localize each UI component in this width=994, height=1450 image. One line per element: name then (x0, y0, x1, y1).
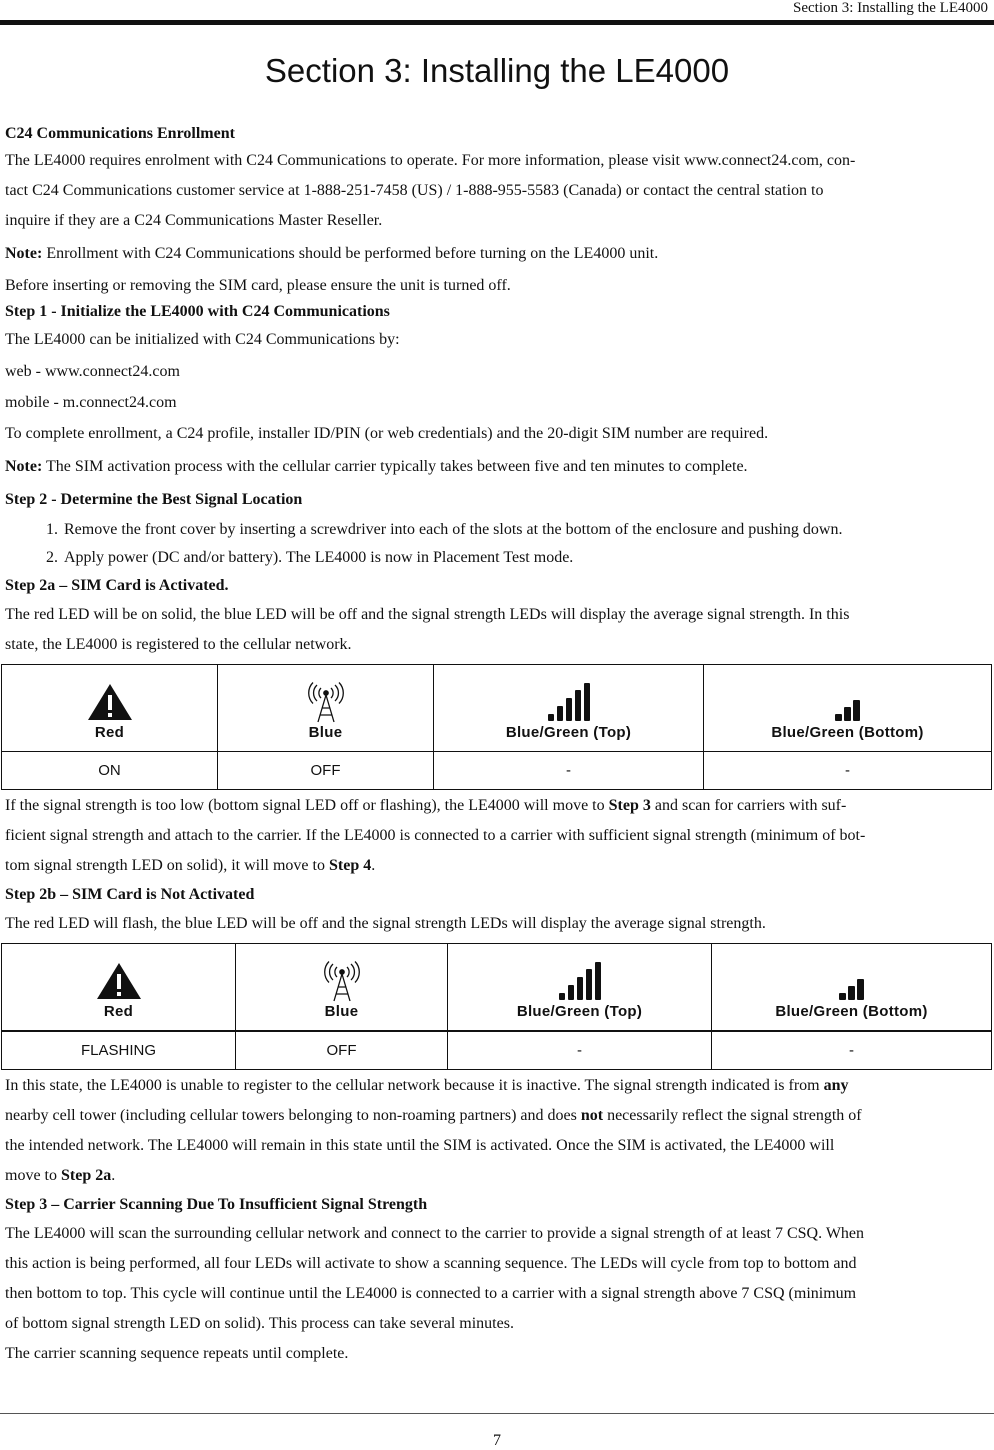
step1-note: Note: The SIM activation process with the cellular carrier typically takes between five and ten minutes to complete. (5, 458, 748, 475)
table-header-cell: Blue/Green (Top) (448, 944, 712, 1032)
table-cell: - (448, 1031, 712, 1070)
step3-closing: The carrier scanning sequence repeats until complete. (5, 1345, 349, 1362)
table-cell: - (704, 752, 992, 790)
enrollment-heading: C24 Communications Enrollment (5, 125, 235, 142)
footer-rule (0, 1413, 994, 1414)
warning-icon (2, 682, 217, 724)
table-cell: ON (2, 752, 218, 790)
list-item: 2. Apply power (DC and/or battery). The LE4000 is now in Placement Test mode. (62, 544, 989, 572)
table-cell: FLASHING (2, 1031, 236, 1070)
table-cell: OFF (218, 752, 434, 790)
step2b-heading: Step 2b – SIM Card is Not Activated (5, 886, 255, 903)
step2b-paragraph: The red LED will flash, the blue LED will be off and the signal strength LEDs will display the average signal strength. (5, 915, 766, 932)
running-header: Section 3: Installing the LE4000 (793, 0, 988, 16)
table-cell: - (712, 1031, 992, 1070)
table-header-cell: Blue/Green (Top) (434, 665, 704, 752)
table-header-cell: Red (2, 665, 218, 752)
table-header-cell: Blue (236, 944, 448, 1032)
step1-mobile: mobile - m.connect24.com (5, 394, 177, 411)
step3-paragraph: The LE4000 will scan the surrounding cellular network and connect to the carrier to provide a signal strength of at least 7 CSQ. When this action is being performed, all four LEDs will activate to show a scanning sequence. The LEDs will cycle from top to bottom and then bottom to top. This cycle will continue until the LE4000 is connected to a carrier with a signal strength above 7 CSQ (minimum of bottom signal strength LED on solid). This process can take several minutes. (5, 1225, 865, 1332)
sim-warning: Before inserting or removing the SIM card, please ensure the unit is turned off. (5, 277, 511, 294)
led-table-not-activated (1, 943, 992, 1070)
signal-bars-high-icon (434, 682, 703, 724)
step1-intro: The LE4000 can be initialized with C24 Communications by: (5, 331, 400, 348)
list-item: 1. Remove the front cover by inserting a screwdriver into each of the slots at the bottom of the enclosure and pushing down. (62, 516, 989, 544)
table-header-cell: Blue (218, 665, 434, 752)
enrollment-note: Note: Enrollment with C24 Communications should be performed before turning on the LE4000 unit. (5, 245, 659, 262)
step1-complete: To complete enrollment, a C24 profile, installer ID/PIN (or web credentials) and the 20-digit SIM number are required. (5, 425, 769, 442)
enrollment-paragraph: The LE4000 requires enrolment with C24 Communications to operate. For more information, please visit www.connect24.com, con- tact C24 Communications customer service at 1-888-251-7458 (US) / 1-888-955-5583 (Canada) or contact the central station to inquire if they are a C24 Communications Master Reseller. (5, 152, 856, 229)
warning-icon (2, 961, 235, 1003)
cell-tower-icon (218, 682, 433, 724)
led-table-activated (1, 664, 992, 790)
table-header-cell: Red (2, 944, 236, 1032)
step2-heading: Step 2 - Determine the Best Signal Location (5, 491, 303, 508)
step1-web: web - www.connect24.com (5, 363, 180, 380)
step2-list (5, 516, 989, 572)
step2a-paragraph: The red LED will be on solid, the blue LED will be off and the signal strength LEDs will display the average signal strength. In this state, the LE4000 is registered to the cellular network. (5, 606, 850, 653)
table-header-cell: Blue/Green (Bottom) (704, 665, 992, 752)
table-header-cell: Blue/Green (Bottom) (712, 944, 992, 1032)
step2a-heading: Step 2a – SIM Card is Activated. (5, 577, 229, 594)
signal-bars-low-icon (712, 961, 991, 1003)
step2a-after-paragraph: If the signal strength is too low (bottom signal LED off or flashing), the LE4000 will move to Step 3 and scan for carriers with suf- ficient signal strength and attach to the carrier. If the LE4000 is connected to a carrier with sufficient signal strength (minimum of bot- tom signal strength LED on solid), it will move to Step 4. (5, 797, 866, 874)
page-content (5, 122, 989, 1369)
header-rule (0, 20, 994, 25)
page-title: Section 3: Installing the LE4000 (264, 52, 730, 89)
table-cell: OFF (236, 1031, 448, 1070)
page-number: 7 (493, 1432, 501, 1449)
signal-bars-low-icon (704, 682, 991, 724)
signal-bars-high-icon (448, 961, 711, 1003)
step3-heading: Step 3 – Carrier Scanning Due To Insufficient Signal Strength (5, 1196, 428, 1213)
table-cell: - (434, 752, 704, 790)
cell-tower-icon (236, 961, 447, 1003)
step2b-after-paragraph: In this state, the LE4000 is unable to register to the cellular network because it is inactive. The signal strength indicated is from any nearby cell tower (including cellular towers belonging to non-roaming partners) and does not necessarily reflect the signal strength of the intended network. The LE4000 will remain in this state until the SIM is activated. Once the SIM is activated, the LE4000 will move to Step 2a. (5, 1077, 862, 1184)
step1-heading: Step 1 - Initialize the LE4000 with C24 Communications (5, 303, 390, 320)
